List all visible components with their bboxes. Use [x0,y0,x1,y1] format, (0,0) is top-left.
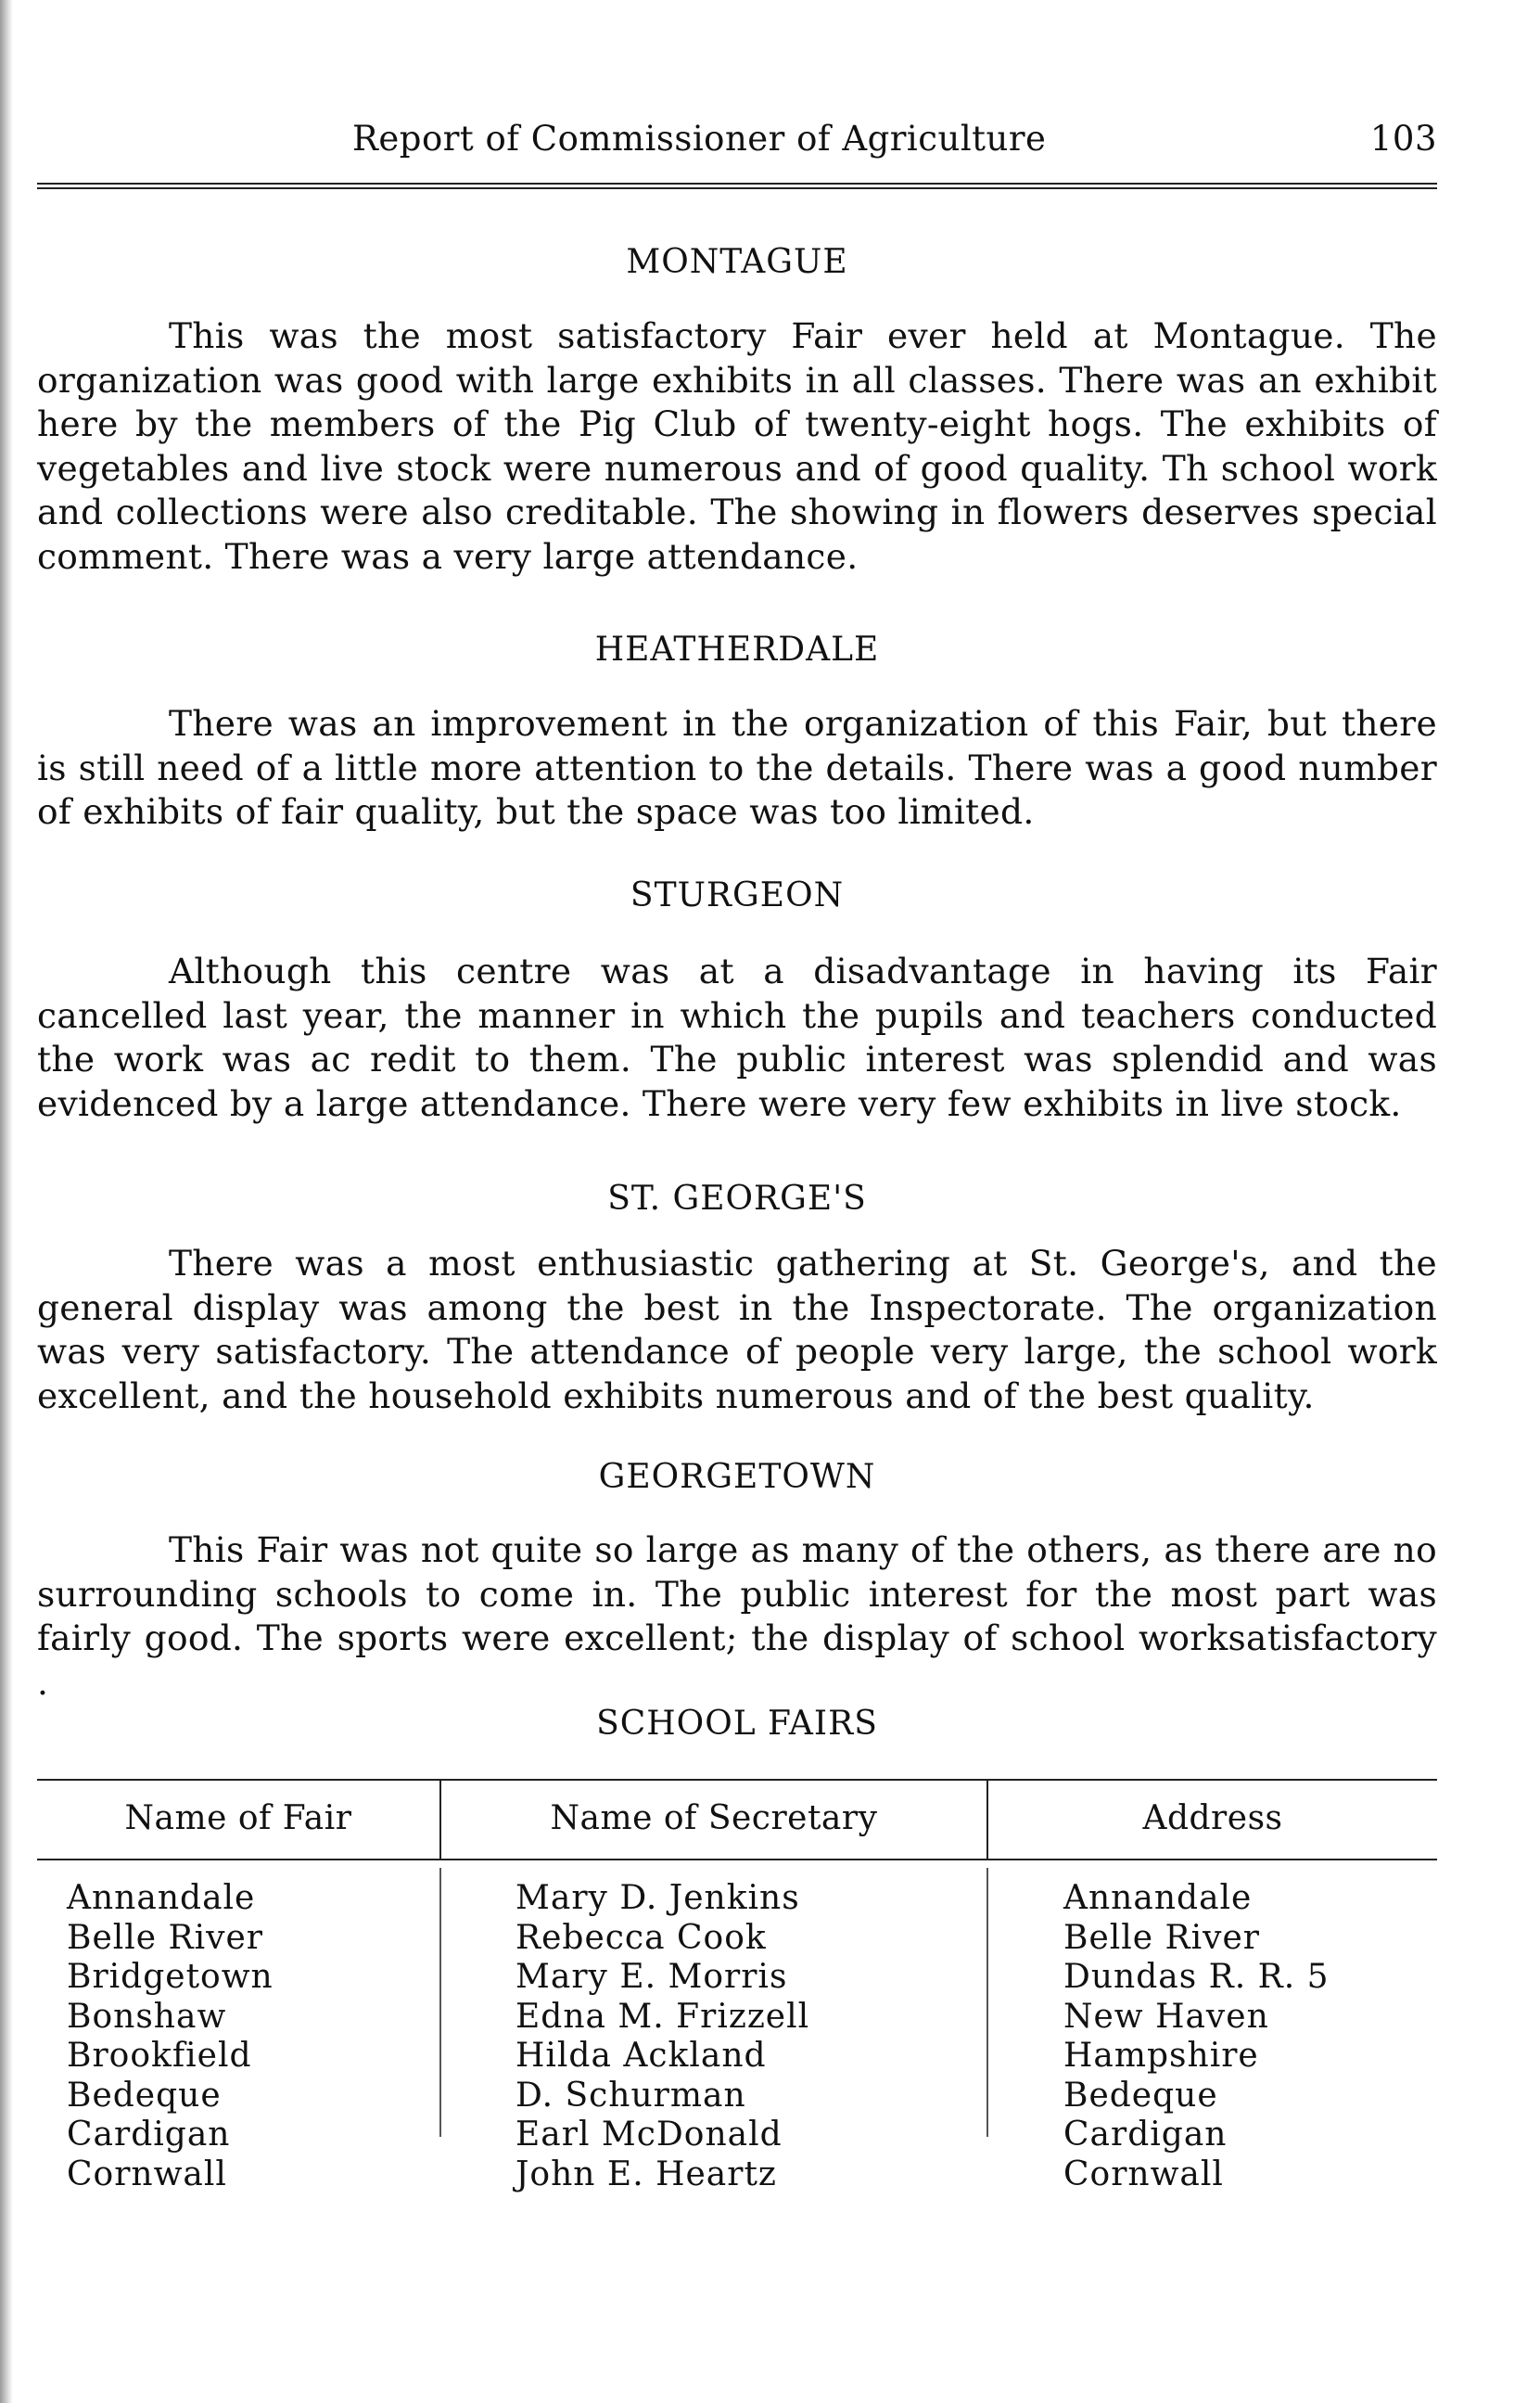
column-header-secretary: Name of Secretary [550,1799,878,1837]
section-heading-heatherdale: HEATHERDALE [594,631,880,669]
address: Annandale [1063,1879,1253,1917]
secretary-name: D. Schurman [515,2076,746,2115]
section-heading-georgetown: GEORGETOWN [598,1458,876,1496]
address: New Haven [1063,1997,1269,2036]
table-top-rule [37,1779,1437,1781]
table-row [37,2037,1437,2077]
fair-name: Cornwall [67,2154,227,2193]
secretary-name: John E. Heartz [515,2154,777,2193]
fair-name: Annandale [67,1879,256,1917]
section-heading-sturgeon: STURGEON [630,876,845,914]
scan-edge [0,0,13,2403]
secretary-name: Rebecca Cook [515,1918,767,1957]
column-header-address: Address [1142,1799,1283,1837]
fair-name: Bonshaw [67,1997,227,2036]
table-row [37,2115,1437,2155]
table-row [37,1958,1437,1998]
secretary-name: Mary E. Morris [515,1958,788,1996]
section-heading-montague: MONTAGUE [626,243,848,281]
table-row [37,2077,1437,2116]
page [37,0,1437,2403]
address: Belle River [1063,1918,1261,1957]
table-body [37,1879,1437,2194]
table-header-rule [37,1859,1437,1860]
address: Cardigan [1063,2115,1228,2154]
table-row [37,2155,1437,2195]
address: Hampshire [1063,2037,1259,2075]
secretary-name: Mary D. Jenkins [515,1879,800,1917]
table-row [37,1879,1437,1919]
column-header-fair: Name of Fair [124,1799,352,1837]
header-rule [37,183,1437,189]
section-paragraph-georgetown: This Fair was not quite so large as many of the others, as there are no surrounding schools to come in. The public interest for the most part was fairly good. The sports were excellent; the display of school worksatisfactory . [37,1529,1437,1703]
address: Dundas R. R. 5 [1063,1958,1330,1996]
address: Bedeque [1063,2076,1218,2115]
section-heading-st-georges: ST. GEORGE'S [607,1180,867,1218]
running-head-title: Report of Commissioner of Agriculture [352,119,1047,159]
school-fairs-heading: SCHOOL FAIRS [596,1705,878,1743]
fair-name: Bridgetown [67,1958,274,1996]
fair-name: Brookfield [67,2037,252,2075]
table-row [37,1919,1437,1959]
table-row [37,1998,1437,2038]
fair-name: Belle River [67,1918,264,1957]
secretary-name: Edna M. Frizzell [515,1997,810,2036]
fair-name: Bedeque [67,2076,222,2115]
section-paragraph-sturgeon: Although this centre was at a disadvantage in having its Fair cancelled last year, the manner in which the pupils and teachers conducted the work was ac redit to them. The public interest was splendid and was evidenced by a large attendance. There were very few exhibits in live stock. [37,951,1437,1124]
secretary-name: Hilda Ackland [515,2037,767,2075]
section-paragraph-heatherdale: There was an improvement in the organization of this Fair, but there is still need of a little more attention to the details. There was a good number of exhibits of fair quality, but the space was too limited. [37,703,1437,832]
section-paragraph-st-georges: There was a most enthusiastic gathering at St. George's, and the general display was among the best in the Inspectorate. The organization was very satisfactory. The attendance of people very large, the school work excellent, and the household exhibits numerous and of the best quality. [37,1243,1437,1416]
page-number: 103 [1369,119,1437,159]
secretary-name: Earl McDonald [515,2115,783,2154]
section-paragraph-montague: This was the most satisfactory Fair ever held at Montague. The organization was good with large exhibits in all classes. There was an exhibit here by the members of the Pig Club of twenty-eight hogs. The exhibits of vegetables and live stock were numerous and of good quality. Th school work and collections were also creditable. The showing in flowers deserves special comment. There was a very large attendance. [37,315,1437,577]
running-head [37,119,1437,165]
fair-name: Cardigan [67,2115,231,2154]
address: Cornwall [1063,2154,1224,2193]
